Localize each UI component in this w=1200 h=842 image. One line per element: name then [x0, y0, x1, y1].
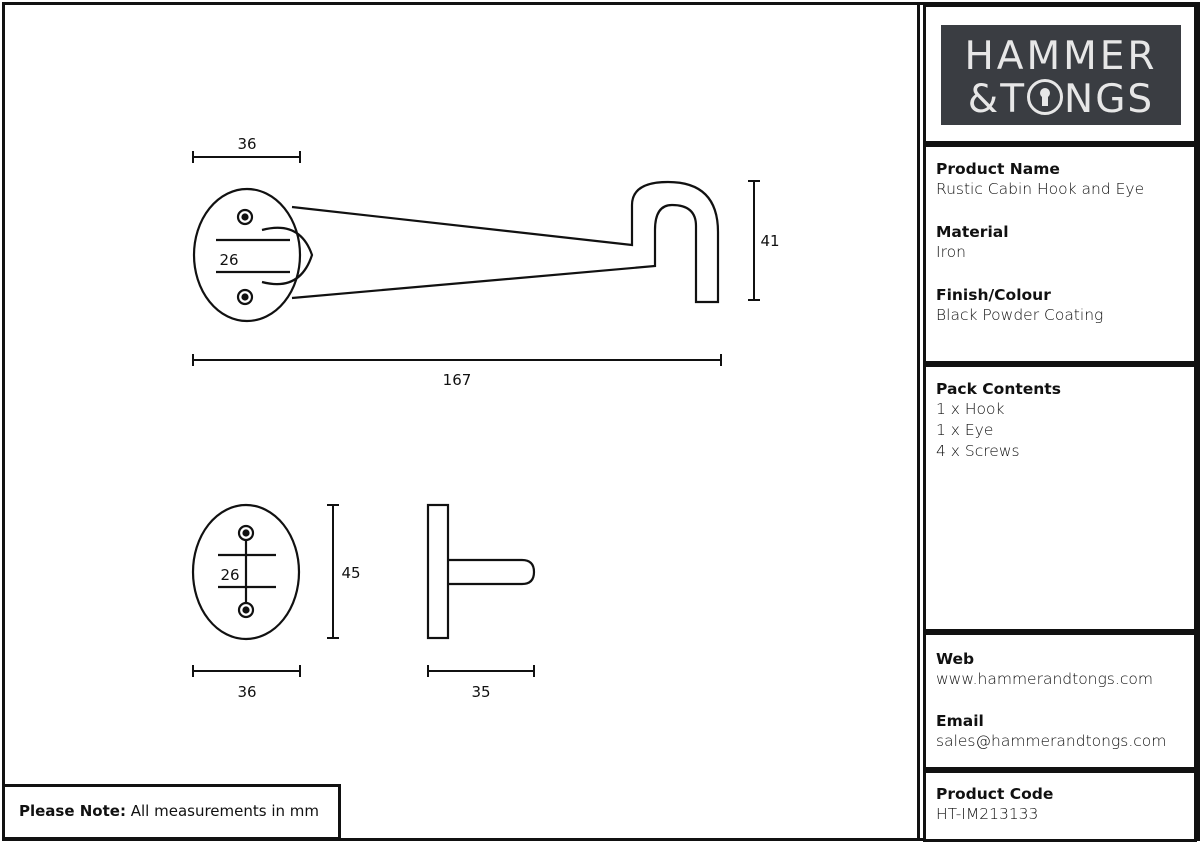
hook-length-label: 167: [442, 371, 472, 389]
brand-logo: [941, 25, 1181, 125]
eye-depth-label: 35: [471, 683, 491, 701]
hook-hole-spacing-label: 26: [219, 251, 239, 269]
hook-height-label: 41: [760, 232, 780, 250]
material-value: Iron: [936, 243, 966, 261]
eye-hole-spacing-label: 26: [220, 566, 240, 584]
eye-side-plate: [428, 505, 448, 638]
eye-side-dimensions: [428, 665, 534, 677]
eye-side-shank: [448, 560, 534, 584]
logo-line-2: [941, 79, 1181, 120]
product-code-field: [936, 784, 1053, 825]
keyhole-icon: [1027, 79, 1063, 115]
material-label: Material: [936, 223, 1009, 241]
product-code-label: Product Code: [936, 785, 1054, 803]
eye-width-label: 36: [237, 683, 257, 701]
eye-height-label: 45: [341, 564, 361, 582]
pack-item: 1 x Hook: [936, 400, 1005, 418]
product-code-value: HT-IM213133: [936, 805, 1039, 823]
email-link[interactable]: sales@hammerandtongs.com: [936, 732, 1167, 750]
web-link[interactable]: www.hammerandtongs.com: [936, 670, 1153, 688]
logo-line-1: HAMMER: [964, 34, 1158, 79]
email-field: [936, 711, 1166, 752]
material-field: [936, 222, 1009, 263]
logo-line-2-left: &T: [967, 77, 1027, 122]
email-label: Email: [936, 712, 984, 730]
finish-field: [936, 285, 1103, 326]
measurement-note: [2, 784, 341, 840]
hook-plate-width-label: 36: [237, 135, 257, 153]
note-label: Please Note:: [19, 802, 126, 820]
note-text: All measurements in mm: [130, 802, 320, 820]
hook-drawing: [194, 182, 718, 321]
eye-front-drawing: [193, 505, 299, 639]
pack-contents-label: Pack Contents: [936, 380, 1061, 398]
pack-contents-field: [936, 379, 1061, 462]
pack-item: 1 x Eye: [936, 421, 994, 439]
logo-line-2-right: NGS: [1064, 77, 1155, 122]
contact-panel: [923, 632, 1197, 770]
web-field: [936, 649, 1153, 690]
hook-plate: [194, 189, 300, 321]
product-name-value: Rustic Cabin Hook and Eye: [936, 180, 1145, 198]
pack-item: 4 x Screws: [936, 442, 1020, 460]
eye-side-drawing: [428, 505, 534, 638]
logo-panel: [923, 4, 1197, 144]
product-name-label: Product Name: [936, 160, 1060, 178]
pack-contents-panel: [923, 364, 1197, 632]
product-info-panel: [923, 144, 1197, 364]
eye-front-dimensions: [193, 505, 339, 677]
finish-value: Black Powder Coating: [936, 306, 1104, 324]
web-label: Web: [936, 650, 975, 668]
product-name-field: [936, 159, 1144, 200]
hook-arm: [292, 182, 718, 302]
hook-ring: [262, 228, 312, 284]
product-code-panel: [923, 770, 1197, 842]
finish-label: Finish/Colour: [936, 286, 1051, 304]
